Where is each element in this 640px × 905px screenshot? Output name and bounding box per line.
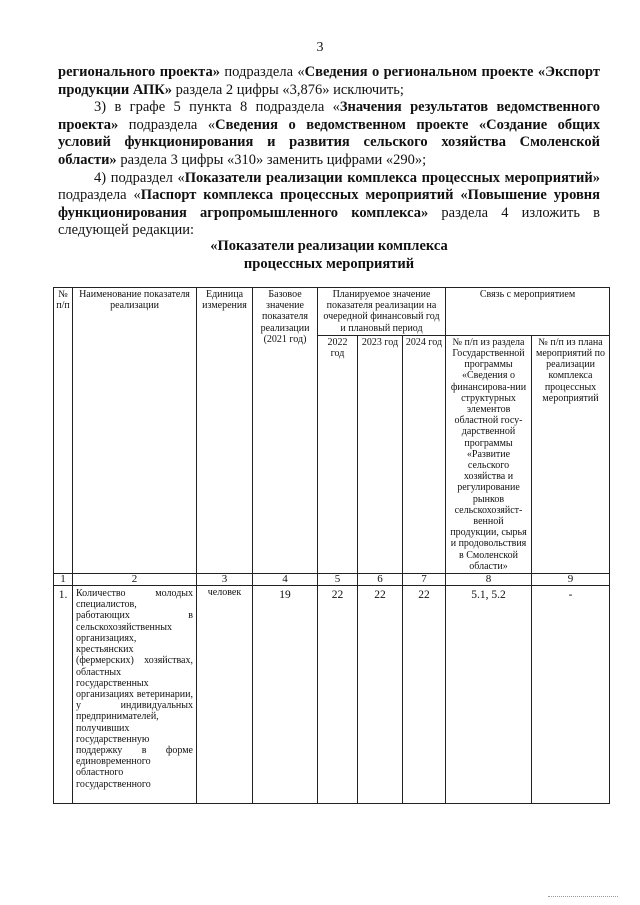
column-number: 5 [318,574,358,586]
cell-2022: 22 [318,586,358,804]
cell-link-complex: - [532,586,610,804]
header-base [253,288,318,574]
table-heading [58,238,600,273]
bold-fragment: Сведения о ведомственном проекте «Создание общих условий функционирования и развития сельского хозяйства Смоленской области» [58,116,600,168]
table-heading-line: «Показатели реализации комплекса [210,238,448,254]
header-planned: Планируемое значение показателя реализации на очередной финансовый год и плановый период [318,288,446,336]
header-row [54,288,610,336]
column-number: 8 [446,574,532,586]
paragraph-regional-project [58,64,600,99]
bold-fragment: Показатели реализации комплекса процессных мероприятий» [184,169,601,186]
text-fragment: подраздела « [58,187,141,204]
header-unit: Единица измерения [197,288,253,574]
header-link-complex-plan: № п/п из плана мероприятий по реализации комплекса процессных мероприятий [532,335,610,573]
bold-fragment: регионального проекта» [58,64,220,80]
column-number-row [54,574,610,586]
header-year-2022: 2022 год [318,335,358,573]
cell-num: 1. [54,586,73,804]
cell-2024: 22 [403,586,446,804]
cell-name: Количество молодых специалистов, работающих в сельскохозяйственных организациях, крестьянских (фермерских) хозяйствах, областных государственных организациях ветеринарии, у индивидуальных предпринимателей, получивших государственную поддержку в форме единовременного областного государственного [73,586,197,804]
bold-fragment: Сведения о региональном проекте «Экспорт продукции АПК» [58,64,601,98]
header-base-year: (2021 год) [263,333,307,345]
header-year-2023: 2023 год [358,335,403,573]
column-number: 4 [253,574,318,586]
header-base-label: Базовое значение показателя реализации [260,289,310,334]
text-fragment: раздела 2 цифры «3,876» исключить; [172,81,404,98]
cell-link-state: 5.1, 5.2 [446,586,532,804]
column-number: 2 [73,574,197,586]
paragraph-item-4 [58,170,600,240]
column-number: 3 [197,574,253,586]
indicators-table [53,287,610,804]
bold-fragment: Значения результатов ведомственного проекта» [58,99,600,133]
header-year-2024: 2024 год [403,335,446,573]
header-link-state-program: № п/п из раздела Государственной программы «Сведения о финансирова-нии структурных элементов областной госу-дарственной программы «Развитие сельского хозяйства и регулирование рынков сельскохозяйст-венной продукции, сырья и продовольствия в Смоленской области» [446,335,532,573]
text-fragment: 4) подраздел « [94,169,185,186]
table-heading-line: процессных мероприятий [243,255,415,272]
header-name: Наименование показателя реализации [73,288,197,574]
document-body [58,64,600,240]
scan-mark [548,896,618,899]
table-row [54,586,610,804]
page-number: 3 [316,40,324,55]
cell-base: 19 [253,586,318,804]
column-number: 9 [532,574,610,586]
text-fragment: подраздела « [118,116,216,133]
text-fragment: раздела 3 цифры «310» заменить цифрами «290»; [116,151,427,168]
column-number: 6 [358,574,403,586]
bold-fragment: Паспорт комплекса процессных мероприятий «Повышение уровня функционирования агропромышленного комплекса» [58,187,600,221]
column-number: 1 [54,574,73,586]
header-num: № п/п [54,288,73,574]
cell-unit: человек [197,586,253,804]
text-fragment: 3) в графе 5 пункта 8 подраздела « [94,99,340,116]
text-fragment: подраздела « [219,64,305,80]
text-fragment: раздела 4 изложить в следующей редакции: [58,204,600,239]
cell-2023: 22 [358,586,403,804]
paragraph-item-3 [58,99,600,169]
header-link: Связь с мероприятием [446,288,610,336]
indicators-table-wrapper [53,287,610,804]
column-number: 7 [403,574,446,586]
